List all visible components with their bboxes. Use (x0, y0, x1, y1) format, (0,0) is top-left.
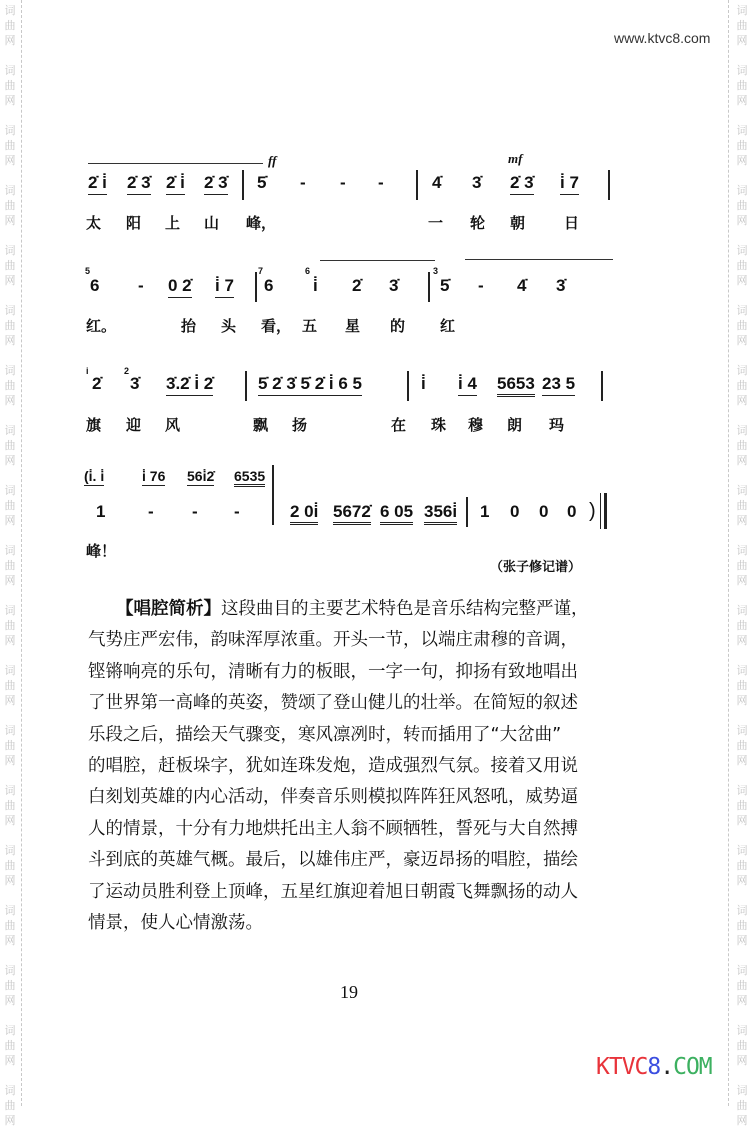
watermark-right (734, 0, 750, 1127)
note: 2̇ 3̇ (204, 173, 228, 195)
watermark-char: 网 (4, 994, 16, 1007)
watermark-char: 曲 (4, 859, 16, 872)
grace-note: 3 (433, 266, 439, 276)
lyric: 朗 (507, 416, 523, 434)
watermark-char: 网 (736, 514, 748, 527)
note: 0 2̇ (168, 276, 192, 298)
note: 5653 (497, 374, 535, 397)
watermark-char: 网 (4, 214, 16, 227)
watermark-char: 词 (4, 604, 16, 617)
watermark-char: 曲 (4, 139, 16, 152)
note: - (340, 173, 346, 192)
note: - (300, 173, 306, 192)
note: 2̇ i̇ (166, 173, 185, 195)
crescendo-line (320, 260, 435, 261)
watermark-char: 词 (4, 484, 16, 497)
lyric: 迎 (126, 416, 142, 434)
barline (272, 465, 274, 525)
note: 3̇ (556, 276, 566, 295)
final-barline-thick (604, 493, 607, 529)
logo-part: 8 (647, 1054, 661, 1080)
analysis-text (88, 594, 628, 939)
note: 3̇ (472, 173, 482, 192)
watermark-char: 词 (736, 424, 748, 437)
watermark-char: 网 (4, 454, 16, 467)
lyric: 在 (391, 416, 407, 434)
note: 356i̇ (424, 502, 457, 525)
note: 0 (510, 502, 520, 521)
watermark-char: 词 (4, 244, 16, 257)
barline (407, 371, 409, 401)
site-url: www.ktvc8.com (614, 30, 711, 46)
note: 2 0i̇ (290, 502, 318, 525)
note: 5672̇ (333, 502, 371, 525)
watermark-char: 曲 (4, 619, 16, 632)
note: 3̇ (130, 374, 140, 393)
watermark-char: 词 (736, 364, 748, 377)
analysis-line-text: 这段曲目的主要艺术特色是音乐结构完整严谨， (221, 599, 589, 619)
lyric: 日 (564, 214, 580, 232)
watermark-char: 曲 (4, 1099, 16, 1112)
barline (245, 371, 247, 401)
note: 6 05 (380, 502, 413, 525)
watermark-char: 词 (736, 304, 748, 317)
grace-note: 6 (305, 266, 311, 276)
watermark-char: 网 (4, 694, 16, 707)
watermark-char: 词 (4, 4, 16, 17)
lyric: 峰， (246, 214, 277, 232)
watermark-char: 曲 (4, 19, 16, 32)
grace-note: 5 (85, 266, 91, 276)
watermark-char: 词 (736, 64, 748, 77)
watermark-char: 曲 (736, 79, 748, 92)
lyric: 红。 (86, 317, 117, 335)
watermark-left (2, 0, 18, 1127)
note: - (234, 502, 240, 521)
watermark-char: 词 (4, 904, 16, 917)
watermark-char: 词 (4, 124, 16, 137)
grace-note: 2 (124, 366, 130, 376)
watermark-char: 网 (4, 34, 16, 47)
note: 6 (264, 276, 274, 295)
watermark-char: 词 (4, 424, 16, 437)
site-logo (596, 1054, 712, 1080)
watermark-char: 曲 (736, 739, 748, 752)
watermark-char: 词 (4, 544, 16, 557)
watermark-char: 曲 (4, 559, 16, 572)
lyric: 玛 (549, 416, 565, 434)
note: i̇ (313, 276, 318, 295)
note: 2̇ 3̇ (127, 173, 151, 195)
watermark-char: 网 (736, 394, 748, 407)
watermark-char: 曲 (4, 979, 16, 992)
analysis-line: 了世界第一高峰的英姿，赞颂了登山健儿的壮举。在简短的叙述 (88, 693, 578, 714)
lyric: 扬 (292, 416, 308, 434)
logo-part: . (660, 1054, 674, 1080)
note: 4̇ (432, 173, 442, 192)
lyric: 珠 (431, 416, 447, 434)
barline (242, 170, 244, 200)
note: - (192, 502, 198, 521)
lyric: 的 (390, 317, 406, 335)
watermark-char: 网 (736, 934, 748, 947)
analysis-line: 白刻划英雄的内心活动，伴奏音乐则模拟阵阵狂风怒吼，威势逼 (88, 787, 578, 808)
note: (i̇. i̇ (84, 468, 105, 484)
watermark-char: 曲 (4, 199, 16, 212)
watermark-char: 词 (4, 304, 16, 317)
note: i̇ 76 (142, 468, 166, 484)
barline (416, 170, 418, 200)
watermark-char: 词 (4, 784, 16, 797)
grace-note: i (86, 366, 89, 376)
watermark-char: 网 (4, 394, 16, 407)
final-barline-thin (600, 493, 601, 529)
watermark-char: 曲 (4, 1039, 16, 1052)
watermark-char: 曲 (4, 739, 16, 752)
watermark-char: 曲 (736, 859, 748, 872)
dynamic-mf: mf (508, 151, 523, 166)
watermark-char: 网 (736, 694, 748, 707)
watermark-char: 网 (736, 334, 748, 347)
watermark-char: 网 (736, 574, 748, 587)
barline (601, 371, 603, 401)
watermark-char: 网 (736, 994, 748, 1007)
watermark-char: 曲 (736, 979, 748, 992)
lyric: 头 (221, 317, 237, 335)
watermark-char: 词 (736, 124, 748, 137)
watermark-char: 网 (736, 94, 748, 107)
watermark-char: 词 (736, 1024, 748, 1037)
lyric: 一 (428, 214, 444, 232)
lyric: 飘 (253, 416, 269, 434)
lyric: 星 (345, 317, 361, 335)
lyric: 朝 (510, 214, 526, 232)
analysis-line: 情景，使人心情激荡。 (88, 913, 263, 934)
watermark-char: 曲 (736, 619, 748, 632)
analysis-line: 人的情景，十分有力地烘托出主人翁不顾牺牲，誓死与大自然搏 (88, 818, 578, 839)
watermark-char: 曲 (736, 139, 748, 152)
note: - (138, 276, 144, 295)
lyric: 抬 (181, 317, 197, 335)
note: 0 (567, 502, 577, 521)
watermark-char: 网 (4, 334, 16, 347)
barline (466, 497, 468, 527)
analysis-line: 铿锵响亮的乐句，清晰有力的板眼，一字一句，抑扬有致地唱出 (88, 661, 578, 682)
watermark-char: 网 (4, 154, 16, 167)
watermark-char: 网 (736, 874, 748, 887)
note: i̇ 7 (215, 276, 234, 298)
watermark-char: 词 (736, 904, 748, 917)
note: 56i̇2̇ (187, 468, 215, 484)
note: 2̇ 3̇ (510, 173, 534, 195)
watermark-char: 网 (736, 814, 748, 827)
watermark-char: 网 (736, 634, 748, 647)
watermark-char: 曲 (4, 799, 16, 812)
decrescendo-line (465, 259, 613, 260)
watermark-char: 词 (736, 964, 748, 977)
watermark-char: 曲 (736, 919, 748, 932)
watermark-char: 词 (4, 1084, 16, 1097)
watermark-char: 曲 (4, 319, 16, 332)
watermark-char: 网 (736, 1054, 748, 1067)
note: 5̇ 2̇ 3̇ 5̇ 2̇ i̇ 6 5 (258, 374, 362, 396)
note: 3̇ (389, 276, 399, 295)
crescendo-line (88, 163, 263, 164)
note: 5̇ (257, 173, 267, 192)
dynamic-ff: ff (268, 153, 277, 168)
barline (255, 272, 257, 302)
barline (608, 170, 610, 200)
note: - (148, 502, 154, 521)
watermark-char: 曲 (736, 19, 748, 32)
watermark-char: 词 (4, 184, 16, 197)
note: 1 (96, 502, 106, 521)
note: 23 5 (542, 374, 575, 396)
lyric: 旗 (86, 416, 102, 434)
watermark-char: 词 (4, 724, 16, 737)
note: i̇ 4 (458, 374, 477, 396)
watermark-char: 网 (736, 34, 748, 47)
page-number: 19 (340, 982, 358, 1002)
watermark-char: 词 (736, 1084, 748, 1097)
watermark-char: 曲 (736, 559, 748, 572)
watermark-char: 曲 (736, 439, 748, 452)
watermark-char: 网 (736, 154, 748, 167)
watermark-char: 词 (736, 844, 748, 857)
watermark-char: 网 (4, 574, 16, 587)
close-paren: ) (589, 500, 596, 522)
note: 2̇ i̇ (88, 173, 107, 195)
watermark-char: 曲 (4, 79, 16, 92)
lyric: 风 (165, 416, 181, 434)
watermark-char: 词 (4, 964, 16, 977)
watermark-char: 网 (4, 934, 16, 947)
watermark-char: 曲 (736, 319, 748, 332)
note: - (378, 173, 384, 192)
watermark-char: 曲 (736, 1099, 748, 1112)
lyric: 看， (261, 317, 292, 335)
lyric: 轮 (470, 214, 486, 232)
lyric: 峰！ (86, 542, 117, 560)
grace-note: 7 (258, 266, 264, 276)
transcriber-credit: （张子修记谱） (490, 560, 582, 575)
analysis-heading: 【唱腔简析】 (116, 599, 221, 619)
note: 2̇ (352, 276, 362, 295)
logo-part: KTVC (596, 1054, 648, 1080)
note: 3̇.2̇ i̇ 2̇ (166, 374, 213, 396)
watermark-char: 网 (736, 1114, 748, 1127)
note: 4̇ (517, 276, 527, 295)
dashed-margin-right (728, 0, 729, 1106)
analysis-line: 的唱腔，赶板垛字，犹如连珠发炮，造成强烈气氛。接着又用说 (88, 756, 578, 777)
lyric: 阳 (126, 214, 142, 232)
watermark-char: 曲 (4, 499, 16, 512)
watermark-char: 曲 (4, 439, 16, 452)
note: 0 (539, 502, 549, 521)
watermark-char: 网 (4, 1054, 16, 1067)
watermark-char: 词 (736, 724, 748, 737)
watermark-char: 词 (736, 4, 748, 17)
lyric: 穆 (468, 416, 484, 434)
watermark-char: 网 (4, 874, 16, 887)
note: i̇ (421, 374, 426, 393)
note: i̇ 7 (560, 173, 579, 195)
watermark-char: 网 (4, 634, 16, 647)
watermark-char: 曲 (4, 919, 16, 932)
lyric: 红 (440, 317, 456, 335)
watermark-char: 词 (736, 244, 748, 257)
note: 6 (90, 276, 100, 295)
note: - (478, 276, 484, 295)
watermark-char: 词 (4, 64, 16, 77)
barline (428, 272, 430, 302)
analysis-line: 斗到底的英雄气概。最后，以雄伟庄严，豪迈昂扬的唱腔，描绘 (88, 850, 578, 871)
watermark-char: 曲 (736, 199, 748, 212)
watermark-char: 网 (4, 814, 16, 827)
watermark-char: 词 (736, 604, 748, 617)
watermark-char: 网 (736, 754, 748, 767)
watermark-char: 曲 (4, 679, 16, 692)
watermark-char: 网 (4, 274, 16, 287)
analysis-line: 乐段之后，描绘天气骤变，寒风凛冽时，转而插用了“大岔曲” (88, 724, 562, 745)
watermark-char: 曲 (736, 379, 748, 392)
watermark-char: 曲 (736, 679, 748, 692)
watermark-char: 词 (4, 844, 16, 857)
analysis-line: 了运动员胜利登上顶峰，五星红旗迎着旭日朝霞飞舞飘扬的动人 (88, 881, 578, 902)
dashed-margin-left (21, 0, 22, 1106)
logo-part: COM (673, 1054, 712, 1080)
watermark-char: 曲 (736, 799, 748, 812)
analysis-line (88, 594, 628, 625)
watermark-char: 网 (4, 94, 16, 107)
watermark-char: 词 (736, 784, 748, 797)
watermark-char: 网 (4, 754, 16, 767)
watermark-char: 网 (736, 274, 748, 287)
note: 1 (480, 502, 490, 521)
watermark-char: 词 (736, 184, 748, 197)
lyric: 山 (204, 214, 220, 232)
note: 2̇ (92, 374, 102, 393)
watermark-char: 词 (4, 1024, 16, 1037)
watermark-char: 曲 (4, 259, 16, 272)
watermark-char: 曲 (736, 259, 748, 272)
watermark-char: 词 (736, 664, 748, 677)
watermark-char: 网 (736, 214, 748, 227)
watermark-char: 曲 (736, 499, 748, 512)
watermark-char: 词 (736, 484, 748, 497)
watermark-char: 词 (4, 664, 16, 677)
note: 6535 (234, 468, 265, 487)
watermark-char: 词 (4, 364, 16, 377)
note: 5̇ (440, 276, 450, 295)
watermark-char: 网 (4, 514, 16, 527)
watermark-char: 词 (736, 544, 748, 557)
lyric: 五 (302, 317, 318, 335)
watermark-char: 网 (736, 454, 748, 467)
watermark-char: 曲 (736, 1039, 748, 1052)
watermark-char: 网 (4, 1114, 16, 1127)
lyric: 太 (86, 214, 102, 232)
lyric: 上 (165, 214, 181, 232)
watermark-char: 曲 (4, 379, 16, 392)
analysis-line: 气势庄严宏伟，韵味浑厚浓重。开头一节，以端庄肃穆的音调， (88, 630, 578, 651)
